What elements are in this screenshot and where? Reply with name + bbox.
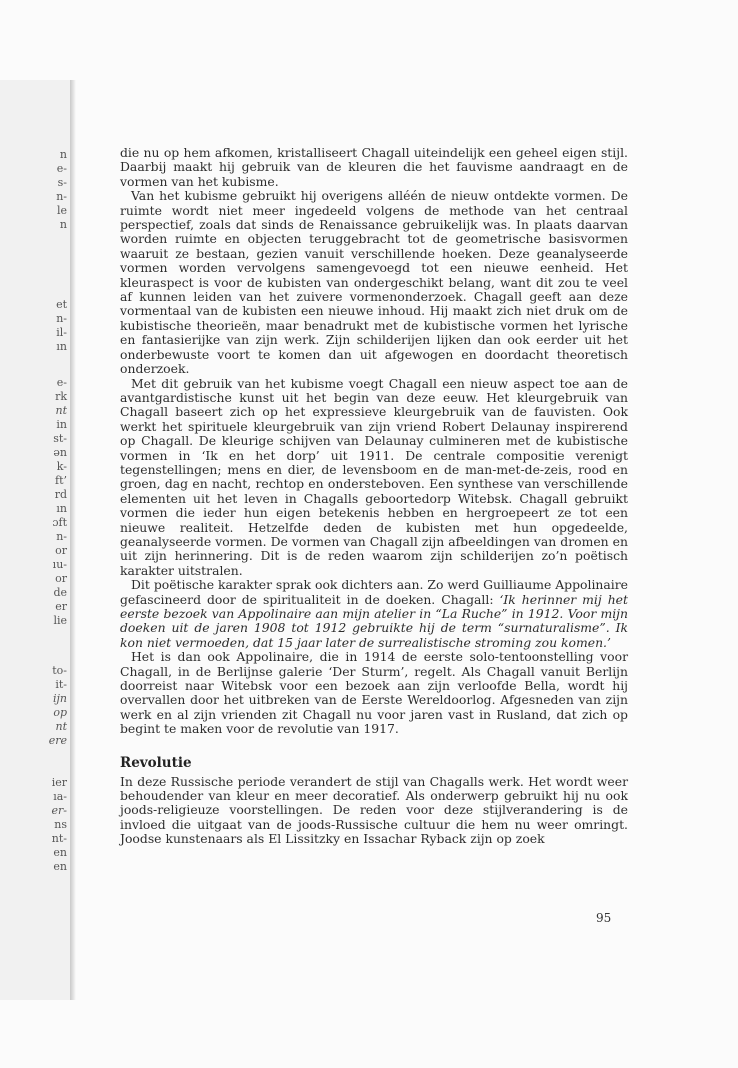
prev-page-fragment: ere <box>48 734 67 747</box>
prev-page-fragment: n- <box>56 312 67 325</box>
prev-page-fragment: e- <box>56 162 67 175</box>
prev-page-fragment: ın <box>56 502 67 515</box>
prev-page-fragment: en <box>53 860 67 873</box>
section-heading: Revolutie <box>120 754 192 771</box>
prev-page-fragment: rk <box>55 390 67 403</box>
prev-page-fragment: et <box>56 298 67 311</box>
page-number: 95 <box>596 911 612 925</box>
paragraph-4 <box>120 578 628 650</box>
prev-page-fragment: rd <box>54 488 67 501</box>
prev-page-fragment: ın <box>56 340 67 353</box>
prev-page-fragment: ft’ <box>55 474 67 487</box>
paragraph-3: Met dit gebruik van het kubisme voegt Chagall een nieuw aspect toe aan de avantgardistische kunst uit het begin van deze eeuw. Het kleurgebruik van Chagall baseert zich op het expressieve kleurgebruik van de fauvisten. Ook werkt het spirituele kleurgebruik van zijn vriend Robert Delaunay inspirerend op Chagall. De kleurige schijven van Delaunay culmineren met de kubistische vormen in ‘Ik en het dorp’ uit 1911. De centrale compositie verenigt tegenstellingen; mens en dier, de levensboom en de man-met-de-zeis, rood en groen, dag en nacht, rechtop en ondersteboven. Een synthese van verschillende elementen uit het leven in Chagalls geboortedorp Witebsk. Chagall gebruikt vormen die ieder hun eigen betekenis hebben en hergroepeert ze tot een nieuwe realiteit. Hetzelfde deden de kubisten met hun opgedeelde, geanalyseerde vormen. De vormen van Chagall zijn afbeeldingen van dromen en uit zijn herinnering. Dit is de reden waarom zijn schilderijen zo’n poëtisch karakter uitstralen. <box>120 375 628 578</box>
prev-page-fragment: en <box>53 846 67 859</box>
paragraph-1: die nu op hem afkomen, kristalliseert Chagall uiteindelijk een geheel eigen stijl. Daarbij maakt hij gebruik van de kleuren die het fauvisme aandraagt en de vormen van het kubisme. <box>120 145 628 189</box>
prev-page-fragment: or <box>55 572 67 585</box>
prev-page-fragment: le <box>56 204 67 217</box>
paragraph-4-intro: Dit poëtische karakter sprak ook dichters aan. Zo werd Guilliaume Appolinaire gefascineerd door de spiritualiteit in de doeken. Chagall: <box>120 577 628 607</box>
prev-page-fragment: ıa- <box>53 790 67 803</box>
prev-page-fragment: nt <box>55 404 67 417</box>
prev-page-fragment: er <box>55 600 67 613</box>
prev-page-fragment: e- <box>56 376 67 389</box>
paragraph-5: Het is dan ook Appolinaire, die in 1914 de eerste solo-tentoonstelling voor Chagall, in de Berlijnse galerie ‘Der Sturm’, regelt. Als Chagall vanuit Berlijn doorreist naar Witebsk voor een bezoek aan zijn verloofde Bella, wordt hij overvallen door het uitbreken van de Eerste Wereldoorlog. Afgesneden van zijn werk en al zijn vrienden zit Chagall nu voor jaren vast in Rusland, dat zich op begint te maken voor de revolutie van 1917. <box>120 649 628 737</box>
prev-page-fragment: n <box>59 218 67 231</box>
prev-page-fragment: k- <box>56 460 67 473</box>
prev-page-fragment: or <box>55 544 67 557</box>
prev-page-fragment: lie <box>53 614 67 627</box>
prev-page-fragment: er- <box>51 804 67 817</box>
chagall-quote: ‘Ik herinner mij het eerste bezoek van Appolinaire aan mijn atelier in “La Ruche” in 1912. Voor mijn doeken uit de jaren 1908 tot 1912 gebruikte hij de term “surnaturalisme”. Ik kon niet vermoeden, dat 15 jaar later de surrealistische stroming zou komen.’ <box>120 591 628 650</box>
body-text <box>120 146 628 847</box>
prev-page-fragment: n <box>59 148 67 161</box>
prev-page-fragment: de <box>53 586 67 599</box>
prev-page-fragment: it- <box>55 678 67 691</box>
prev-page-fragment: ier <box>51 776 67 789</box>
prev-page-fragment: ns <box>54 818 67 831</box>
book-gutter <box>70 80 76 1000</box>
prev-page-fragment: nt <box>55 720 67 733</box>
prev-page-fragment: ən <box>53 446 67 459</box>
prev-page-fragment: n- <box>56 190 67 203</box>
prev-page-fragment: st- <box>53 432 67 445</box>
paragraph-2: Van het kubisme gebruikt hij overigens alléén de nieuw ontdekte vormen. De ruimte wordt niet meer ingedeeld volgens de methode van het centraal perspectief, zoals dat sinds de Renaissance gebruikelijk was. In plaats daarvan worden ruimte en objecten teruggebracht tot de geometrische basisvormen waaruit ze bestaan, gezien vanuit verschillende hoeken. Deze geanalyseerde vormen worden vervolgens samengevoegd tot een nieuwe eenheid. Het kleuraspect is voor de kubisten van ondergeschikt belang, want dit zou te veel af kunnen leiden van het zuivere vormenonderzoek. Chagall geeft aan deze vormentaal van de kubisten een nieuwe inhoud. Hij maakt zich niet druk om de kubistische theorieën, maar benadrukt met de kubistische vormen het lyrische en fantasierijke van zijn werk. Zijn schilderijen lijken dan ook eerder uit het onderbewuste voort te komen dan uit afgewogen en doordacht theoretisch onderzoek. <box>120 188 628 377</box>
prev-page-fragment: nt- <box>51 832 67 845</box>
prev-page-fragment: in <box>56 418 67 431</box>
prev-page-fragment: n- <box>56 530 67 543</box>
previous-page-edge <box>0 80 70 1000</box>
prev-page-fragment: ıu- <box>52 558 67 571</box>
paragraph-6: In deze Russische periode verandert de stijl van Chagalls werk. Het wordt weer behoudender van kleur en meer decoratief. Als onderwerp gebruikt hij nu ook joods-religieuze voorstellingen. De reden voor deze stijlverandering is de invloed die uitgaat van de joods-Russische cultuur die hem nu weer omringt. Joodse kunstenaars als El Lissitzky en Issachar Ryback zijn op zoek <box>120 773 628 847</box>
prev-page-fragment: to- <box>52 664 67 677</box>
prev-page-fragment: op <box>53 706 67 719</box>
prev-page-fragment: il- <box>56 326 67 339</box>
prev-page-fragment: ijn <box>52 692 67 705</box>
prev-page-fragment: ɔft <box>52 516 67 529</box>
prev-page-fragment: s- <box>57 176 67 189</box>
